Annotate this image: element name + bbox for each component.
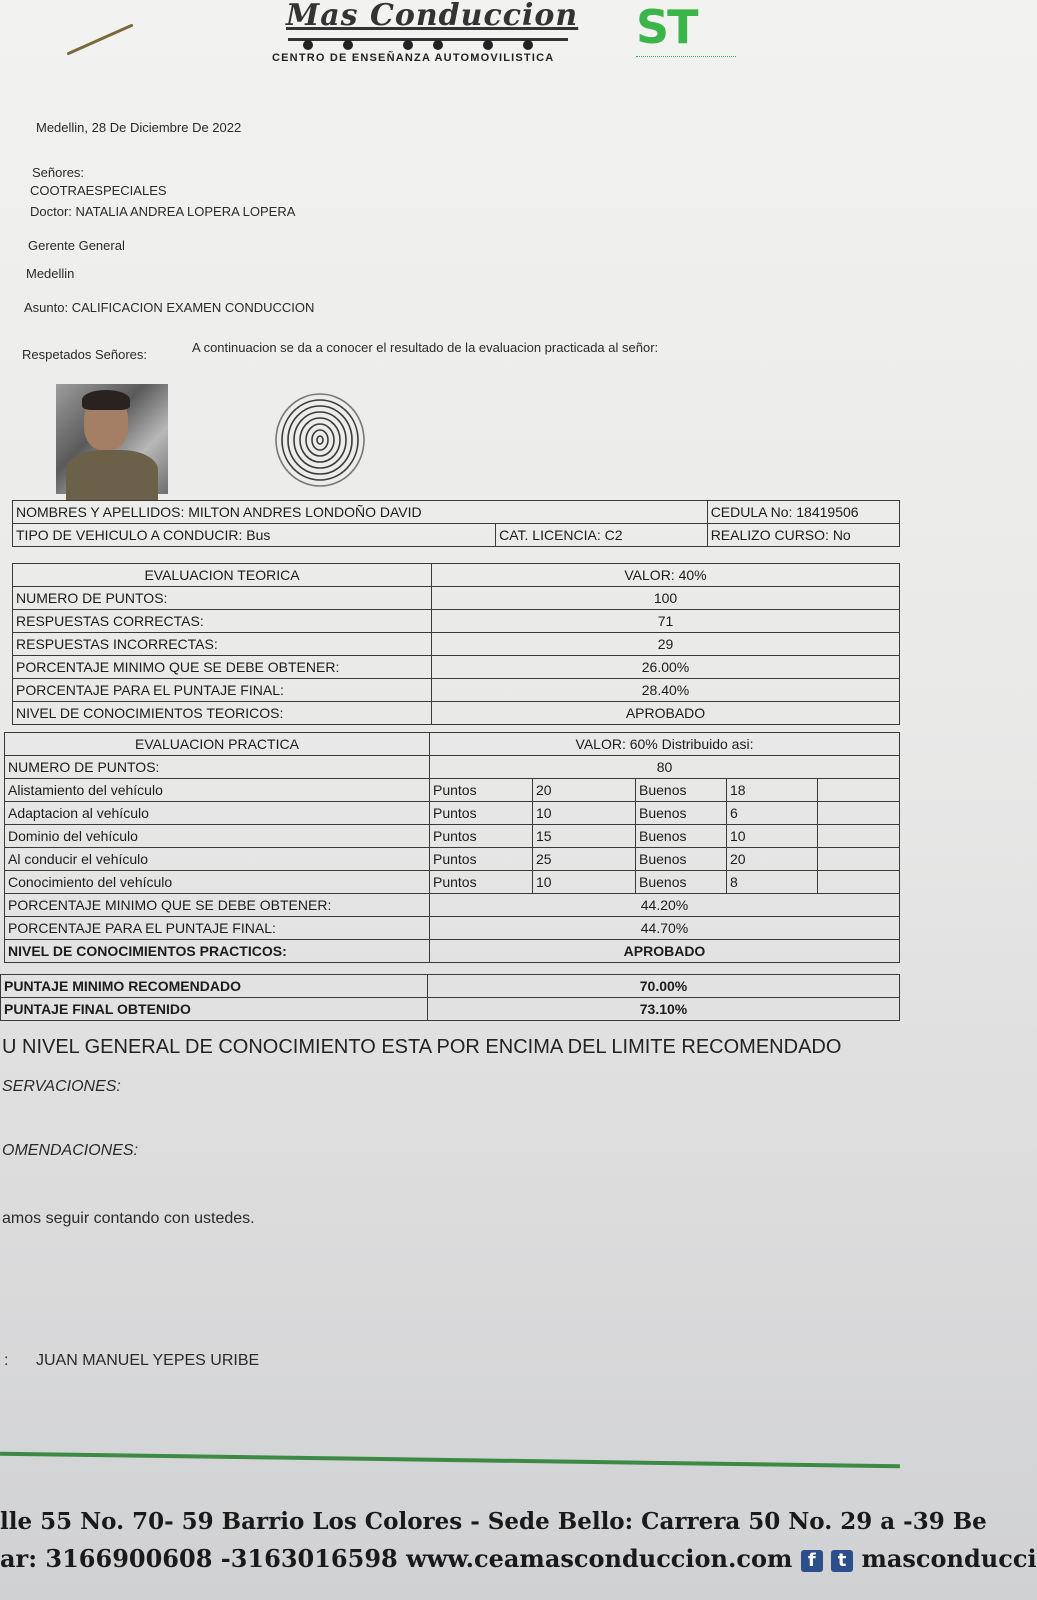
fingerprint-icon (270, 386, 370, 490)
summary-min-value: 70.00% (428, 975, 900, 998)
footer-social-handle: masconducci (861, 1544, 1037, 1573)
theory-row-value: 26.00% (432, 656, 900, 679)
practice-final-value: 44.70% (430, 917, 900, 940)
footer-phones: ar: 3166900608 -3163016598 (0, 1544, 398, 1573)
theory-row-value: APROBADO (432, 702, 900, 725)
practice-item-good: 18 (727, 779, 818, 802)
theory-row-label: RESPUESTAS CORRECTAS: (13, 610, 432, 633)
table-row (13, 656, 900, 679)
signer-prefix: : (4, 1352, 9, 1369)
theory-row-label: RESPUESTAS INCORRECTAS: (13, 633, 432, 656)
practice-item-good: 10 (727, 825, 818, 848)
practice-item-good-label: Buenos (636, 779, 727, 802)
practice-points-label: NUMERO DE PUNTOS: (5, 756, 430, 779)
salutation: Señores: (32, 165, 85, 180)
logo-subtitle: CENTRO DE ENSEÑANZA AUTOMOVILISTICA (272, 52, 555, 64)
practice-item-good-label: Buenos (636, 802, 727, 825)
practice-final-label: PORCENTAJE PARA EL PUNTAJE FINAL: (5, 917, 430, 940)
course-taken: REALIZO CURSO: No (707, 524, 899, 547)
theory-table (12, 563, 900, 725)
theory-row-label: NIVEL DE CONOCIMIENTOS TEORICOS: (13, 702, 432, 725)
theory-row-value: 28.40% (432, 679, 900, 702)
theory-header: EVALUACION TEORICA (13, 564, 432, 587)
practice-header: EVALUACION PRACTICA (5, 733, 430, 756)
table-row (5, 825, 900, 848)
intro-text: A continuacion se da a conocer el resultado de la evaluacion practicada al señor: (192, 340, 659, 355)
practice-item-label: Dominio del vehículo (5, 825, 430, 848)
table-row (13, 679, 900, 702)
partner-logo: ST (636, 0, 697, 54)
theory-row-value: 100 (432, 587, 900, 610)
practice-item-points: 10 (533, 802, 636, 825)
recipient-city: Medellin (26, 266, 75, 281)
closing-text: amos seguir contando con ustedes. (2, 1210, 255, 1227)
summary-table (0, 974, 900, 1021)
practice-item-good-label: Buenos (636, 825, 727, 848)
practice-level-label: NIVEL DE CONOCIMIENTOS PRACTICOS: (5, 940, 430, 963)
table-row (13, 587, 900, 610)
license-category: CAT. LICENCIA: C2 (496, 524, 708, 547)
practice-value: VALOR: 60% Distribuido asi: (430, 733, 900, 756)
practice-item-good: 6 (727, 802, 818, 825)
practice-item-points: 10 (533, 871, 636, 894)
table-row (5, 779, 900, 802)
theory-row-label: PORCENTAJE MINIMO QUE SE DEBE OBTENER: (13, 656, 432, 679)
truck-wheels-icon (288, 36, 568, 50)
recipient-name: Doctor: NATALIA ANDREA LOPERA LOPERA (30, 204, 296, 219)
table-row (13, 610, 900, 633)
applicant-cedula: CEDULA No: 18419506 (707, 501, 899, 524)
practice-item-points-label: Puntos (430, 802, 533, 825)
theory-row-value: 71 (432, 610, 900, 633)
practice-item-label: Conocimiento del vehículo (5, 871, 430, 894)
recipient-role: Gerente General (28, 238, 125, 253)
recommendations-label: OMENDACIONES: (2, 1142, 139, 1159)
practice-item-points: 20 (533, 779, 636, 802)
logo-name: Mas Conduccion (286, 0, 579, 33)
practice-item-good: 20 (727, 848, 818, 871)
partner-logo-underline (636, 56, 736, 63)
letter-date: Medellin, 28 De Diciembre De 2022 (36, 120, 242, 135)
practice-points-value: 80 (430, 756, 900, 779)
applicant-photo (56, 384, 168, 494)
greeting: Respetados Señores: (22, 347, 148, 362)
letter-subject: Asunto: CALIFICACION EXAMEN CONDUCCION (24, 300, 315, 315)
practice-item-points: 15 (533, 825, 636, 848)
theory-row-label: NUMERO DE PUNTOS: (13, 587, 432, 610)
company-name: COOTRAESPECIALES (30, 183, 167, 198)
practice-item-label: Adaptacion al vehículo (5, 802, 430, 825)
practice-item-good-label: Buenos (636, 871, 727, 894)
practice-item-points-label: Puntos (430, 825, 533, 848)
table-row (13, 702, 900, 725)
footer-contact (0, 1544, 1037, 1573)
practice-table (4, 732, 900, 963)
applicant-name: NOMBRES Y APELLIDOS: MILTON ANDRES LONDOÑO DAVID (13, 501, 708, 524)
twitter-icon[interactable]: t (831, 1550, 853, 1572)
footer-divider (0, 1452, 900, 1469)
table-row (5, 871, 900, 894)
conclusion-text: U NIVEL GENERAL DE CONOCIMIENTO ESTA POR ENCIMA DEL LIMITE RECOMENDADO (2, 1036, 842, 1058)
table-row (5, 802, 900, 825)
theory-row-label: PORCENTAJE PARA EL PUNTAJE FINAL: (13, 679, 432, 702)
practice-item-label: Alistamiento del vehículo (5, 779, 430, 802)
practice-min-label: PORCENTAJE MINIMO QUE SE DEBE OBTENER: (5, 894, 430, 917)
signer-name: JUAN MANUEL YEPES URIBE (36, 1352, 260, 1369)
observations-label: SERVACIONES: (2, 1078, 121, 1095)
footer-website[interactable]: www.ceamasconduccion.com (406, 1544, 793, 1573)
theory-value: VALOR: 40% (432, 564, 900, 587)
practice-min-value: 44.20% (430, 894, 900, 917)
summary-final-value: 73.10% (428, 998, 900, 1021)
applicant-info-table (12, 500, 900, 547)
facebook-icon[interactable]: f (801, 1550, 823, 1572)
practice-level-value: APROBADO (430, 940, 900, 963)
table-row (5, 848, 900, 871)
theory-row-value: 29 (432, 633, 900, 656)
practice-item-label: Al conducir el vehículo (5, 848, 430, 871)
practice-item-points-label: Puntos (430, 871, 533, 894)
summary-final-label: PUNTAJE FINAL OBTENIDO (1, 998, 428, 1021)
practice-item-points-label: Puntos (430, 779, 533, 802)
practice-item-good: 8 (727, 871, 818, 894)
practice-item-points-label: Puntos (430, 848, 533, 871)
footer-address: lle 55 No. 70- 59 Barrio Los Colores - Sede Bello: Carrera 50 No. 29 a -39 Be (0, 1508, 987, 1535)
practice-item-points: 25 (533, 848, 636, 871)
vehicle-type: TIPO DE VEHICULO A CONDUCIR: Bus (13, 524, 496, 547)
table-row (13, 633, 900, 656)
practice-item-good-label: Buenos (636, 848, 727, 871)
summary-min-label: PUNTAJE MINIMO RECOMENDADO (1, 975, 428, 998)
pen-mark (67, 23, 134, 55)
